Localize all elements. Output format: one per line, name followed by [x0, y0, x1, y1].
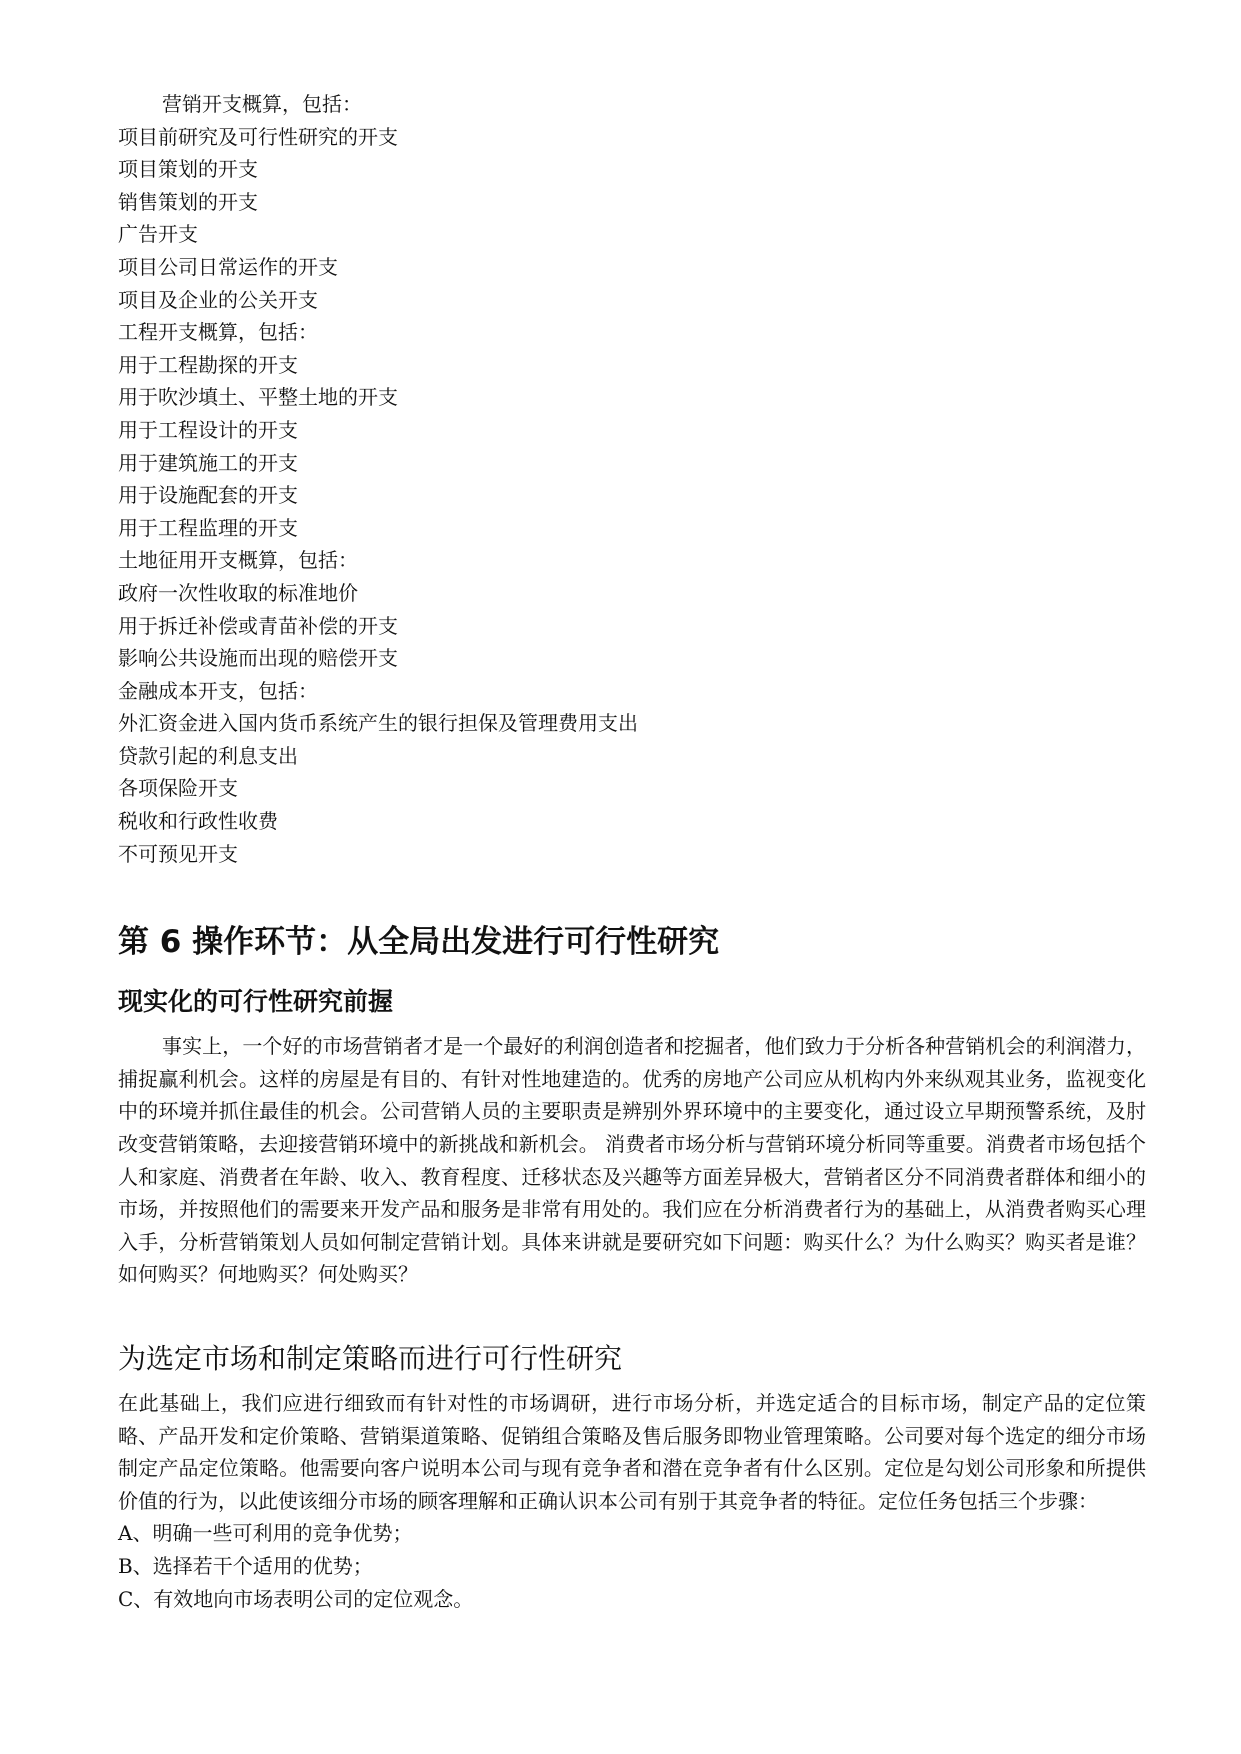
cost-list-item: 用于吹沙填土、平整土地的开支 — [118, 385, 398, 410]
cost-list-item: 贷款引起的利息支出 — [118, 743, 298, 768]
subsection-body-market-strategy: 在此基础上，我们应进行细致而有针对性的市场调研，进行市场分析，并选定适合的目标市场，制定产品的定位策略、产品开发和定价策略、营销渠道策略、促销组合策略及售后服务即物业管理策略。公司要对每个选定的细分市场制定产品定位策略。他需要向客户说明本公司与现有竞争者和潜在竞争者有什么区别。定位是勾划公司形象和所提供价值的行为，以此使该细分市场的顾客理解和正确认识本公司有别于其竞争者的特征。定位任务包括三个步骤： — [118, 1391, 1146, 1513]
cost-list-item: 用于设施配套的开支 — [118, 483, 298, 508]
cost-list-item: 项目前研究及可行性研究的开支 — [118, 124, 398, 149]
cost-list-item: 不可预见开支 — [118, 841, 238, 866]
cost-list-item: 销售策划的开支 — [118, 189, 258, 214]
cost-list-item: 用于拆迁补偿或青苗补偿的开支 — [118, 613, 398, 638]
cost-list-item: 税收和行政性收费 — [118, 809, 278, 834]
positioning-step: A、明确一些可利用的竞争优势； — [118, 1521, 413, 1546]
subsection-title-market-strategy: 为选定市场和制定策略而进行可行性研究 — [118, 1342, 623, 1375]
cost-list-item: 项目策划的开支 — [118, 157, 258, 182]
cost-list-item: 用于工程设计的开支 — [118, 417, 298, 442]
cost-list-item: 政府一次性收取的标准地价 — [118, 580, 358, 605]
positioning-step: C、有效地向市场表明公司的定位观念。 — [118, 1586, 474, 1611]
cost-list-item: 广告开支 — [118, 222, 198, 247]
cost-list-item: 用于工程勘探的开支 — [118, 352, 298, 377]
cost-list-item: 金融成本开支，包括： — [118, 678, 318, 703]
cost-list-item: 影响公共设施而出现的赔偿开支 — [118, 646, 398, 671]
positioning-steps — [118, 1517, 1146, 1615]
cost-list-item: 各项保险开支 — [118, 776, 238, 801]
cost-list-item: 土地征用开支概算，包括： — [118, 548, 358, 573]
document-page — [118, 88, 1146, 1615]
cost-list-item: 用于工程监理的开支 — [118, 515, 298, 540]
section-title: 第 6 操作环节：从全局出发进行可行性研究 — [118, 924, 720, 961]
subsection-body-feasibility-premise: 事实上，一个好的市场营销者才是一个最好的利润创造者和挖掘者，他们致力于分析各种营销机会的利润潜力，捕捉赢利机会。这样的房屋是有目的、有针对性地建造的。优秀的房地产公司应从机构内外来纵观其业务，监视变化中的环境并抓住最佳的机会。公司营销人员的主要职责是辨别外界环境中的主要变化，通过设立早期预警系统，及肘改变营销策略，去迎接营销环境中的新挑战和新机会。 消费者市场分析与营销环境分析同等重要。消费者市场包括个人和家庭、消费者在年龄、收入、教育程度、迁移状态及兴趣等方面差异极大，营销者区分不同消费者群体和细小的市场，并按照他们的需要来开发产品和服务是非常有用处的。我们应在分析消费者行为的基础上，从消费者购买心理入手，分析营销策划人员如何制定营销计划。具体来讲就是要研究如下问题：购买什么？为什么购买？购买者是谁？如何购买？何地购买？何处购买？ — [118, 1034, 1146, 1287]
cost-list-item: 项目及企业的公关开支 — [118, 287, 318, 312]
cost-list-item: 外汇资金进入国内货币系统产生的银行担保及管理费用支出 — [118, 711, 638, 736]
cost-list — [118, 88, 1146, 870]
cost-list-heading: 营销开支概算，包括： — [162, 92, 362, 116]
cost-list-item: 项目公司日常运作的开支 — [118, 254, 338, 279]
positioning-step: B、选择若干个适用的优势； — [118, 1553, 373, 1578]
subsection-title-feasibility-premise: 现实化的可行性研究前握 — [118, 987, 394, 1017]
cost-list-item: 工程开支概算，包括： — [118, 320, 318, 345]
cost-list-item: 用于建筑施工的开支 — [118, 450, 298, 475]
